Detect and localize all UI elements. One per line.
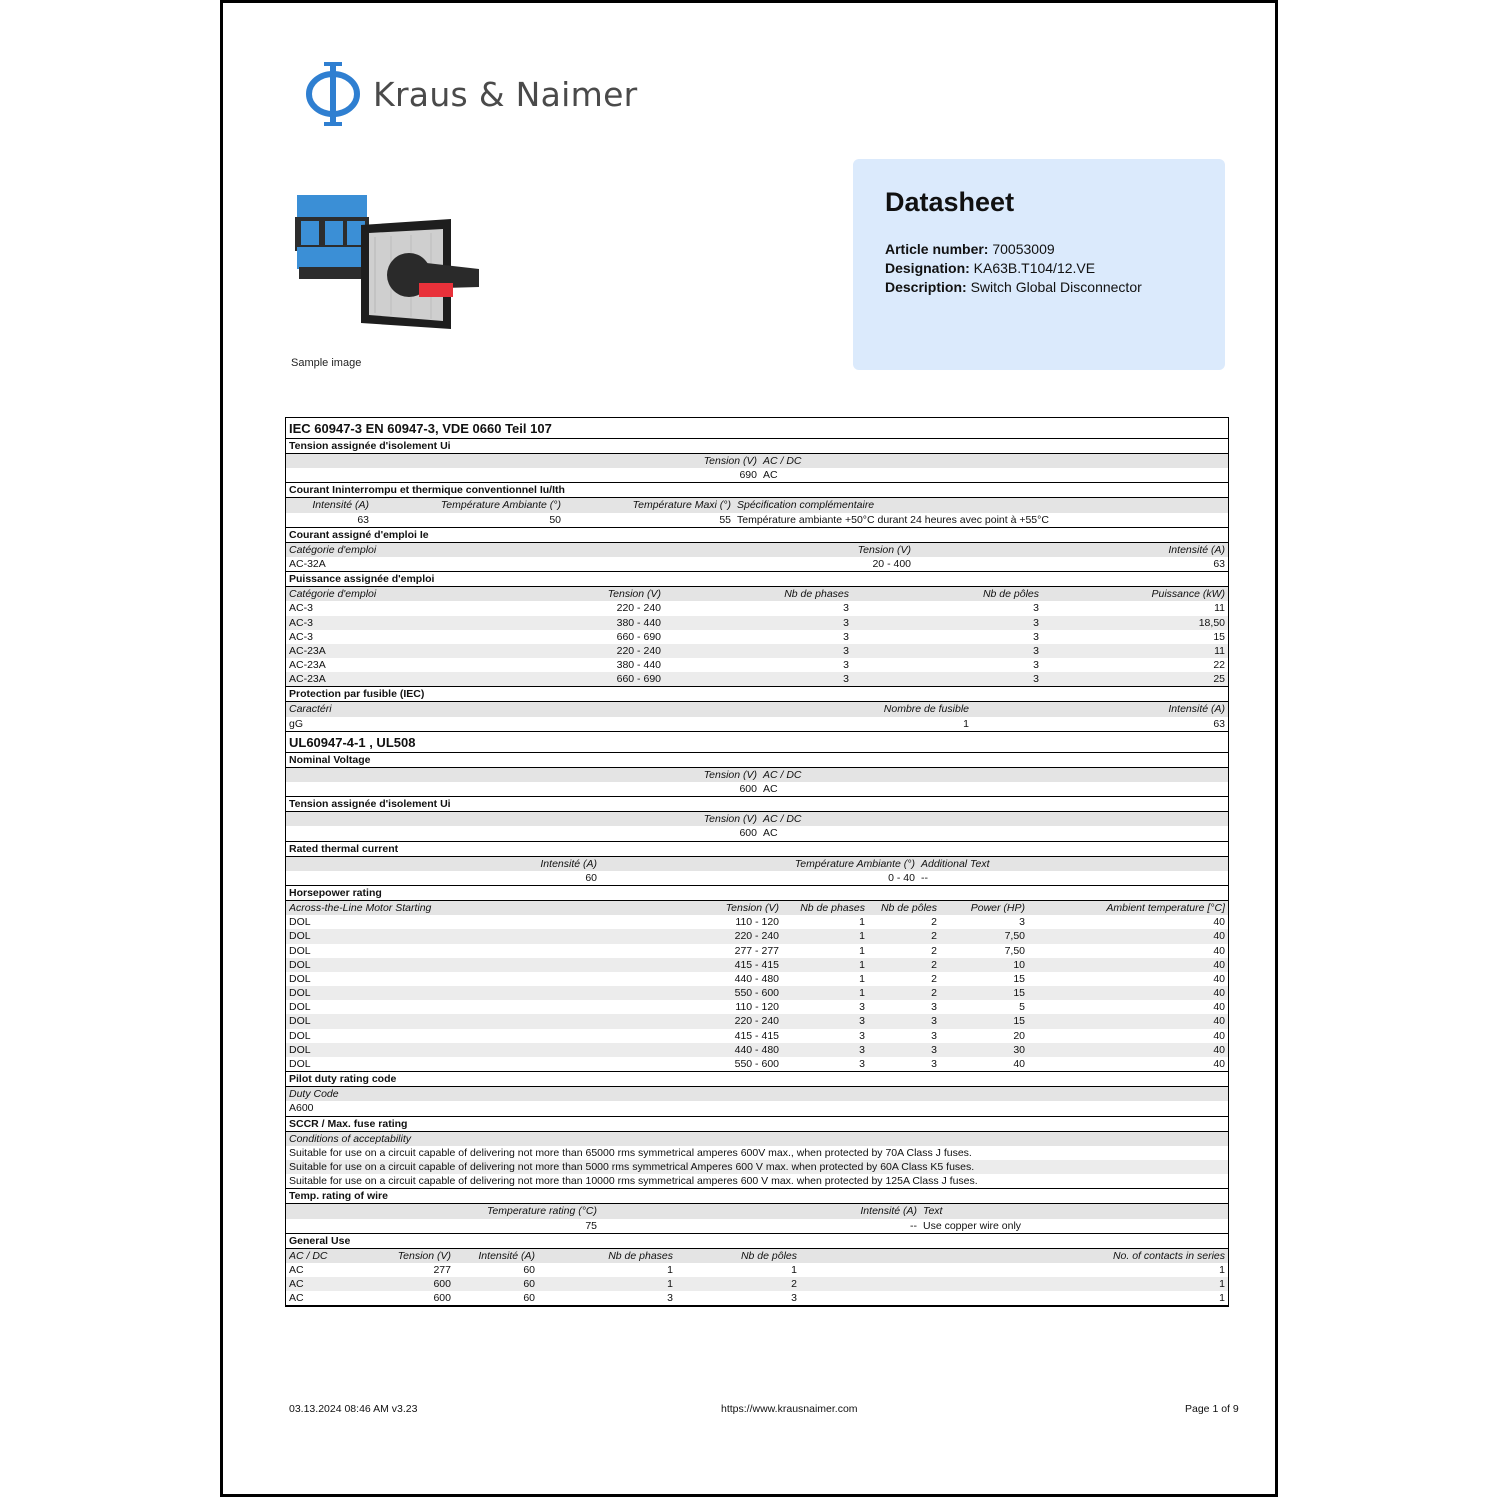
table-cell: AC-3: [289, 616, 313, 629]
table-cell: 3: [859, 1058, 865, 1070]
table-cell: 3: [931, 1029, 937, 1042]
table-cell: Suitable for use on a circuit capable of delivering not more than 5000 rms symmetrical Amperes 600 V max. when protected by 60A Class K5 fuses.: [289, 1160, 975, 1173]
table-cell: 2: [931, 987, 937, 1000]
sample-image-label: Sample image: [291, 357, 362, 369]
subsection-general-use: General Use: [286, 1234, 1228, 1249]
table-row: [286, 915, 1228, 929]
table-row: A600: [286, 1101, 1228, 1116]
table-cell: 60: [523, 1278, 535, 1291]
table-cell: 40: [1213, 958, 1225, 971]
table-cell: 3: [1033, 673, 1039, 686]
table-row: 75 -- Use copper wire only: [286, 1219, 1228, 1234]
table-cell: 2: [931, 944, 937, 957]
table-cell: 40: [1213, 1029, 1225, 1042]
table-row: [286, 944, 1228, 958]
table-cell: 1: [859, 972, 865, 985]
brand-name: Kraus & Naimer: [373, 74, 638, 114]
subsection-sccr: SCCR / Max. fuse rating: [286, 1117, 1228, 1132]
table-cell: Suitable for use on a circuit capable of delivering not more than 65000 rms symmetrical amperes 600V max., when protected by 70A Class J fuses.: [289, 1146, 972, 1159]
subsection-pilot-duty: Pilot duty rating code: [286, 1072, 1228, 1087]
brand-logo: [305, 59, 638, 129]
table-cell: 3: [843, 616, 849, 629]
table-cell: 1: [667, 1278, 673, 1291]
table-cell: 15: [1013, 972, 1025, 985]
table-cell: 220 - 240: [616, 644, 661, 657]
datasheet-title: Datasheet: [885, 187, 1015, 217]
table-cell: 11: [1214, 644, 1225, 657]
table-header-row: Across-the-Line Motor Starting Tension (V) Nb de phases Nb de pôles Power (HP) Ambient temperature [°C]: [286, 901, 1228, 915]
table-cell: 110 - 120: [735, 916, 779, 929]
table-cell: 3: [1033, 644, 1039, 657]
table-cell: 1: [859, 916, 865, 929]
table-cell: 3: [859, 1043, 865, 1056]
section-title-iec: IEC 60947-3 EN 60947-3, VDE 0660 Teil 107: [286, 418, 1228, 439]
designation-line: Designation: KA63B.T104/12.VE: [885, 260, 1096, 276]
article-number-line: Article number: 70053009: [885, 241, 1055, 257]
table-row: [286, 644, 1228, 658]
table-cell: 2: [931, 916, 937, 929]
table-cell: 3: [1033, 616, 1039, 629]
table-cell: 550 - 600: [734, 1058, 779, 1070]
table-cell: 40: [1213, 944, 1225, 957]
table-cell: DOL: [289, 916, 311, 929]
table-cell: 1: [859, 930, 865, 943]
table-header-row: Intensité (A) Température Ambiante (°) Température Maxi (°) Spécification complémentaire: [286, 498, 1228, 512]
table-row: [286, 630, 1228, 644]
table-cell: 3: [1019, 916, 1025, 929]
table-cell: 440 - 480: [734, 972, 779, 985]
table-cell: 1: [667, 1263, 673, 1276]
table-row: [286, 1146, 1228, 1160]
table-header-row: Tension (V) AC / DC: [286, 812, 1228, 826]
table-cell: 380 - 440: [616, 616, 661, 629]
table-cell: DOL: [289, 987, 311, 1000]
table-cell: 3: [843, 673, 849, 686]
table-header-row: Intensité (A) Température Ambiante (°) Additional Text: [286, 857, 1228, 871]
table-row: [286, 658, 1228, 672]
table-cell: 110 - 120: [735, 1001, 779, 1014]
table-cell: DOL: [289, 1058, 311, 1070]
table-cell: 415 - 415: [734, 1029, 779, 1042]
table-cell: 277: [433, 1263, 451, 1276]
table-cell: 40: [1213, 972, 1225, 985]
table-cell: 3: [791, 1292, 797, 1305]
table-cell: DOL: [289, 972, 311, 985]
table-cell: 3: [843, 630, 849, 643]
table-header-row: Caractéri Nombre de fusible Intensité (A): [286, 702, 1228, 716]
table-row: 600 AC: [286, 826, 1228, 841]
table-cell: 40: [1213, 1015, 1225, 1028]
section-title-ul: UL60947-4-1 , UL508: [286, 732, 1228, 753]
table-cell: DOL: [289, 1029, 311, 1042]
subsection-operational: Courant assigné d'emploi Ie: [286, 528, 1228, 543]
subsection-thermal: Courant Ininterrompu et thermique conventionnel Iu/Ith: [286, 483, 1228, 498]
table-cell: 2: [931, 930, 937, 943]
description-line: Description: Switch Global Disconnector: [885, 279, 1142, 295]
table-cell: 10: [1013, 958, 1025, 971]
table-header-row: Conditions of acceptability: [286, 1132, 1228, 1146]
table-row: [286, 616, 1228, 630]
table-cell: DOL: [289, 944, 311, 957]
table-row: [286, 1291, 1228, 1306]
subsection-rated-thermal: Rated thermal current: [286, 842, 1228, 857]
table-cell: 2: [931, 972, 937, 985]
table-cell: 550 - 600: [734, 987, 779, 1000]
table-row: 690 AC: [286, 468, 1228, 483]
table-cell: 380 - 440: [616, 659, 661, 672]
table-cell: AC: [289, 1292, 304, 1305]
table-cell: AC-3: [289, 602, 313, 615]
table-cell: 415 - 415: [734, 958, 779, 971]
table-cell: 2: [791, 1278, 797, 1291]
subsection-power: Puissance assignée d'emploi: [286, 572, 1228, 587]
table-cell: 25: [1213, 673, 1225, 686]
specifications-table: [285, 417, 1229, 1307]
table-header-row: AC / DC Tension (V) Intensité (A) Nb de phases Nb de pôles No. of contacts in series: [286, 1249, 1228, 1263]
table-cell: 3: [843, 644, 849, 657]
table-row: 600 AC: [286, 782, 1228, 797]
subsection-fuse: Protection par fusible (IEC): [286, 687, 1228, 702]
table-row: [286, 1263, 1228, 1277]
power-rows: [286, 601, 1228, 687]
table-cell: 660 - 690: [616, 673, 661, 686]
table-cell: 220 - 240: [616, 602, 661, 615]
table-cell: 660 - 690: [616, 630, 661, 643]
table-row: [286, 958, 1228, 972]
table-cell: 220 - 240: [734, 1015, 779, 1028]
table-cell: AC-23A: [289, 644, 326, 657]
datasheet-info-box: [853, 159, 1225, 370]
table-row: [286, 672, 1228, 687]
table-cell: 40: [1213, 987, 1225, 1000]
subsection-horsepower: Horsepower rating: [286, 886, 1228, 901]
table-row: [286, 1000, 1228, 1014]
table-cell: 1: [1219, 1292, 1225, 1305]
sccr-rows: [286, 1146, 1228, 1190]
horsepower-rows: [286, 915, 1228, 1072]
table-header-row: Duty Code: [286, 1087, 1228, 1101]
table-cell: Suitable for use on a circuit capable of delivering not more than 10000 rms symmetrical amperes 600 V max. when protected by 125A Class J fuses.: [289, 1175, 978, 1188]
table-row: [286, 1174, 1228, 1189]
table-cell: 3: [667, 1292, 673, 1305]
subsection-ul-insulation: Tension assignée d'isolement Ui: [286, 797, 1228, 812]
table-cell: 3: [859, 1001, 865, 1014]
table-cell: 40: [1213, 916, 1225, 929]
table-cell: 40: [1013, 1058, 1025, 1070]
table-cell: AC-3: [289, 630, 313, 643]
table-cell: DOL: [289, 930, 311, 943]
table-cell: AC-23A: [289, 673, 326, 686]
table-cell: 5: [1019, 1001, 1025, 1014]
table-row: [286, 1277, 1228, 1291]
subsection-insulation: Tension assignée d'isolement Ui: [286, 439, 1228, 454]
table-cell: DOL: [289, 958, 311, 971]
datasheet-page: [220, 0, 1278, 1497]
subsection-wire-temp: Temp. rating of wire: [286, 1189, 1228, 1204]
table-cell: 1: [859, 987, 865, 1000]
table-cell: 15: [1013, 987, 1025, 1000]
table-row: [286, 986, 1228, 1000]
table-cell: 3: [859, 1015, 865, 1028]
subsection-nominal-voltage: Nominal Voltage: [286, 753, 1228, 768]
table-row: [286, 1057, 1228, 1072]
table-row: [286, 1014, 1228, 1028]
table-cell: 40: [1213, 1001, 1225, 1014]
table-cell: 3: [931, 1015, 937, 1028]
table-row: AC-32A 20 - 400 63: [286, 557, 1228, 572]
table-cell: 2: [931, 958, 937, 971]
table-header-row: Tension (V) AC / DC: [286, 454, 1228, 468]
table-cell: 1: [1219, 1263, 1225, 1276]
footer-page-number: Page 1 of 9: [1185, 1403, 1239, 1415]
table-cell: 60: [523, 1263, 535, 1276]
table-cell: 18,50: [1198, 616, 1225, 629]
table-cell: AC: [289, 1263, 304, 1276]
table-cell: 40: [1213, 930, 1225, 943]
table-row: [286, 601, 1228, 615]
table-cell: 3: [843, 659, 849, 672]
table-cell: 1: [1219, 1278, 1225, 1291]
table-cell: 11: [1214, 602, 1225, 615]
table-header-row: Temperature rating (°C) Intensité (A) Text: [286, 1204, 1228, 1218]
table-cell: 1: [859, 958, 865, 971]
footer-url[interactable]: https://www.krausnaimer.com: [721, 1403, 858, 1415]
table-cell: 220 - 240: [734, 930, 779, 943]
table-cell: 600: [433, 1278, 451, 1291]
table-cell: 1: [859, 944, 865, 957]
table-cell: 3: [859, 1029, 865, 1042]
table-cell: 3: [1033, 630, 1039, 643]
footer-date: 03.13.2024 08:46 AM v3.23: [289, 1403, 418, 1415]
table-row: [286, 1043, 1228, 1057]
table-row: 63 50 55 Température ambiante +50°C durant 24 heures avec point à +55°C: [286, 513, 1228, 528]
table-cell: 30: [1013, 1043, 1025, 1056]
table-cell: 3: [843, 602, 849, 615]
table-cell: 600: [433, 1292, 451, 1305]
table-cell: 3: [1033, 659, 1039, 672]
table-cell: 3: [931, 1043, 937, 1056]
table-cell: 40: [1213, 1043, 1225, 1056]
table-row: [286, 1029, 1228, 1043]
table-row: gG 1 63: [286, 717, 1228, 732]
table-cell: 15: [1013, 1015, 1025, 1028]
table-row: 60 0 - 40 --: [286, 871, 1228, 886]
table-header-row: Catégorie d'emploi Tension (V) Nb de phases Nb de pôles Puissance (kW): [286, 587, 1228, 601]
table-cell: 7,50: [1004, 930, 1025, 943]
phi-logo-icon: [305, 60, 361, 128]
table-row: [286, 929, 1228, 943]
table-cell: 3: [1033, 602, 1039, 615]
table-cell: DOL: [289, 1043, 311, 1056]
table-row: [286, 1160, 1228, 1174]
table-header-row: Tension (V) AC / DC: [286, 768, 1228, 782]
table-cell: 20: [1013, 1029, 1025, 1042]
table-row: [286, 972, 1228, 986]
table-cell: 7,50: [1004, 944, 1025, 957]
table-header-row: Catégorie d'emploi Tension (V) Intensité (A): [286, 543, 1228, 557]
table-cell: 277 - 277: [734, 944, 779, 957]
general-use-rows: [286, 1263, 1228, 1307]
table-cell: 1: [791, 1263, 797, 1276]
product-image: [291, 181, 483, 333]
table-cell: DOL: [289, 1015, 311, 1028]
table-cell: 40: [1213, 1058, 1225, 1070]
table-cell: 3: [931, 1058, 937, 1070]
table-cell: AC: [289, 1278, 304, 1291]
table-cell: 3: [931, 1001, 937, 1014]
table-cell: 15: [1213, 630, 1225, 643]
table-cell: 22: [1213, 659, 1225, 672]
table-cell: AC-23A: [289, 659, 326, 672]
table-cell: DOL: [289, 1001, 311, 1014]
table-cell: 60: [523, 1292, 535, 1305]
table-cell: 440 - 480: [734, 1043, 779, 1056]
